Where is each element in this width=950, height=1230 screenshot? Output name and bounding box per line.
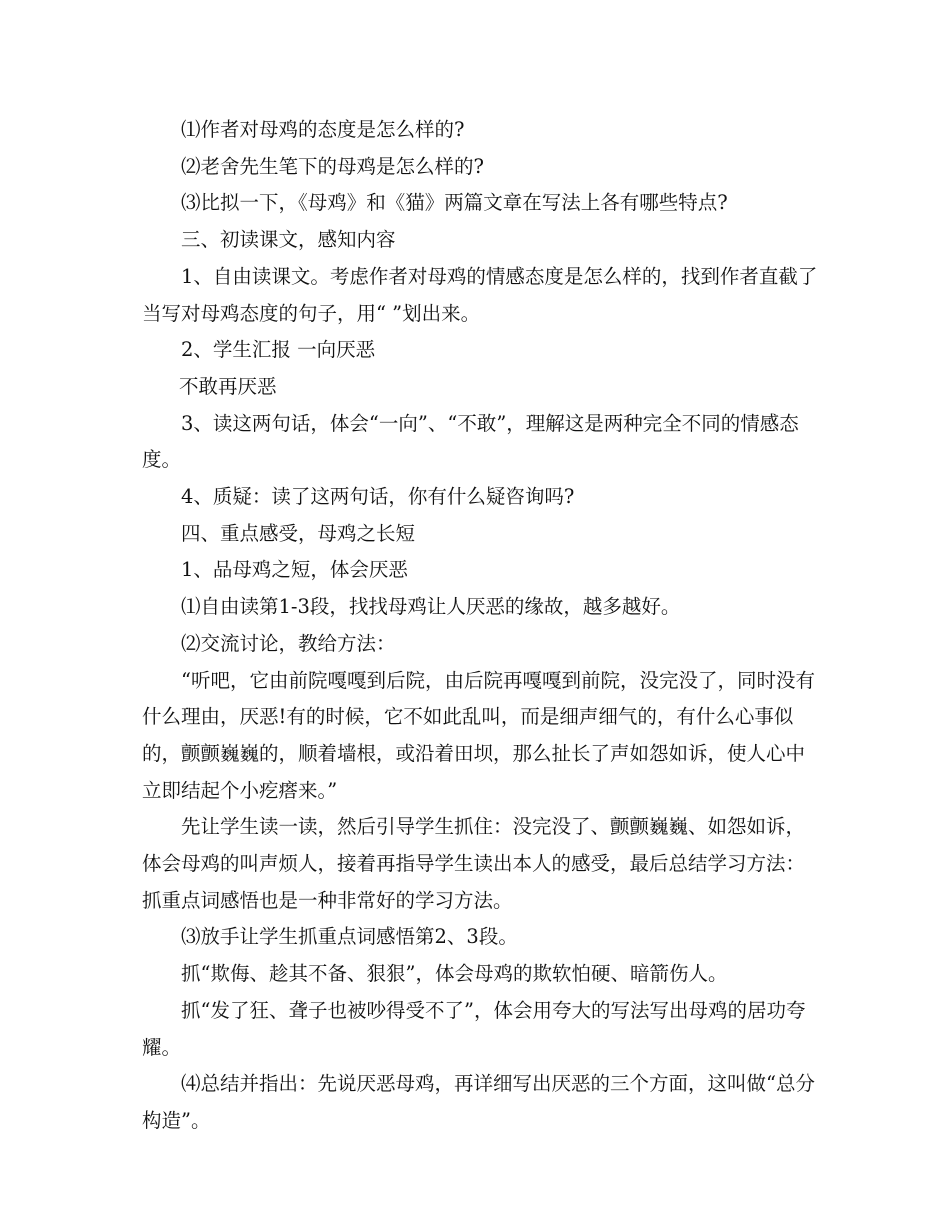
paragraph: ⑵交流讨论，教给方法： xyxy=(181,631,396,655)
paragraph: 不敢再厌恶 xyxy=(179,374,277,398)
paragraph: ⑴作者对母鸡的态度是怎么样的? xyxy=(181,118,465,141)
paragraph: “听吧，它由前院嘎嘎到后院，由后院再嘎嘎到前院，没完没了，同时没有什么理由，厌恶!有的时候，它不如此乱叫，而是细声细气的，有什么心事似的，颤颤巍巍的，顺着墙根，或沿着田坝，那么扯长了声如怨如诉，使人心中立即结起个小疙瘩来。” xyxy=(142,668,815,802)
paragraph: 1、自由读课文。考虑作者对母鸡的情感态度是怎么样的，找到作者直截了当写对母鸡态度的句子，用“ ”划出来。 xyxy=(142,264,818,325)
paragraph: 先让学生读一读，然后引导学生抓住：没完没了、颤颤巍巍、如怨如诉，体会母鸡的叫声烦人，接着再指导学生读出本人的感受，最后总结学习方法：抓重点词感悟也是一种非常好的学习方法。 xyxy=(142,815,806,912)
paragraph: ⑴自由读第1-3段，找找母鸡让人厌恶的缘故，越多越好。 xyxy=(181,595,681,619)
paragraph: 3、读这两句话，体会“一向”、“不敢”，理解这是两种完全不同的情感态度。 xyxy=(142,411,799,472)
paragraph: ⑶比拟一下，《母鸡》和《猫》两篇文章在写法上各有哪些特点? xyxy=(181,191,728,215)
paragraph: ⑷总结并指出：先说厌恶母鸡，再详细写出厌恶的三个方面，这叫做“总分构造”。 xyxy=(142,1072,815,1132)
paragraph: 三、初读课文，感知内容 xyxy=(181,228,396,252)
paragraph: 抓“发了狂、聋子也被吵得受不了”，体会用夸大的写法写出母鸡的居功夸耀。 xyxy=(142,998,806,1059)
paragraph: 抓“欺侮、趁其不备、狠狠”，体会母鸡的欺软怕硬、暗箭伤人。 xyxy=(181,962,728,986)
document-body xyxy=(142,112,818,1140)
paragraph: 四、重点感受，母鸡之长短 xyxy=(181,521,416,545)
paragraph: 2、学生汇报 一向厌恶 xyxy=(181,338,376,362)
paragraph: 1、品母鸡之短，体会厌恶 xyxy=(181,558,408,582)
paragraph: 4、质疑：读了这两句话，你有什么疑咨询吗? xyxy=(181,485,575,509)
paragraph: ⑶放手让学生抓重点词感悟第2、3段。 xyxy=(181,925,518,949)
paragraph: ⑵老舍先生笔下的母鸡是怎么样的? xyxy=(181,154,484,178)
